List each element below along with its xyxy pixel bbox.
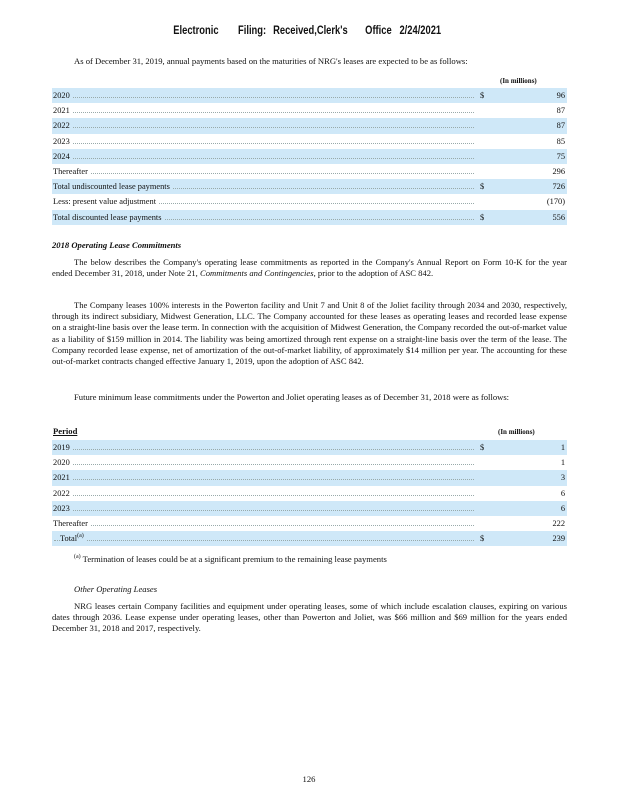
- dot-leader: [54, 540, 474, 541]
- table-row: [52, 134, 567, 149]
- footnote-text: Termination of leases could be at a significant premium to the remaining lease payments: [82, 554, 387, 564]
- table2-unit-label: (In millions): [498, 428, 535, 436]
- row-value: 6: [560, 488, 565, 498]
- table2-period-header: Period: [53, 426, 78, 436]
- dot-leader: [54, 173, 474, 174]
- row-value: 556: [552, 212, 565, 222]
- currency-symbol: $: [480, 443, 485, 452]
- header-received: Received,Clerk's: [273, 23, 348, 37]
- row-label-text: Total undiscounted lease payments: [53, 182, 170, 192]
- row-value: 87: [556, 106, 565, 116]
- dot-leader: [54, 449, 474, 450]
- row-value: 96: [556, 91, 565, 100]
- dot-leader: [54, 495, 474, 496]
- currency-symbol: $: [480, 212, 485, 222]
- table-row: [52, 149, 567, 164]
- table-row: [52, 210, 567, 225]
- row-label-text: 2019: [53, 443, 70, 452]
- dot-leader: [54, 525, 474, 526]
- commitments-paragraph-3: Future minimum lease commitments under the Powerton and Joliet operating leases as of December 31, 2018 were as follows:: [74, 392, 510, 402]
- page-number: 126: [302, 774, 316, 784]
- row-label: [53, 149, 72, 164]
- row-label-text: 2021: [53, 106, 70, 116]
- section-heading-other: Other Operating Leases: [74, 584, 158, 594]
- row-value: 222: [552, 518, 565, 528]
- row-value: (170): [546, 197, 565, 207]
- dot-leader: [54, 112, 474, 113]
- section-heading-2018: 2018 Operating Lease Commitments: [52, 240, 182, 250]
- currency-symbol: $: [480, 534, 485, 544]
- para1-text: The below describes the Company's operating lease commitments as reported in the Company's Annual Report on Form 10-K for the year ended December 31, 2018, under Note 21,: [52, 257, 567, 279]
- row-value: 6: [560, 503, 565, 513]
- row-label-text: 2023: [53, 136, 70, 146]
- dot-leader: [54, 464, 474, 465]
- row-value: 239: [552, 534, 565, 544]
- row-label: [53, 88, 72, 103]
- dot-leader: [54, 143, 474, 144]
- row-value: 726: [552, 182, 565, 192]
- para1-italic-text: Commitments and Contingencies: [199, 268, 314, 279]
- row-value: 1: [560, 443, 565, 452]
- table-row: [52, 103, 567, 118]
- table-row: [52, 88, 567, 103]
- header-office: Office: [365, 23, 392, 37]
- commitments-paragraph-2: The Company leases 100% interests in the Powerton facility and Unit 7 and Unit 8 of the Joliet facility through 2034 and 2030, respectively, through its indirect subsidiary, Midwest Generation, LLC. The Company accounted for these leases as operating leases and recorded lease expense on a straight-line basis over the lease term. In connection with the acquisition of Midwest Generation, the Company recorded the out-of-market value as a liability of $159 million in 2014. The liability was being amortized through rent expense on a straight-line basis over the term of the lease. The Company recorded lease expense, net of amortization of the out-of-market liability, of approximately $14 million per year. The accounting for these out-of-market contracts changed effective January 1, 2019, upon the adoption of ASC 842.: [52, 300, 567, 367]
- row-value: 75: [556, 151, 565, 161]
- header-date: 2/24/2021: [399, 23, 442, 37]
- row-label-text: Thereafter: [53, 518, 88, 528]
- row-label: [53, 440, 72, 455]
- row-label: [53, 134, 72, 149]
- row-label-text: Total: [60, 534, 78, 544]
- header-electronic: Electronic: [173, 23, 219, 37]
- lease-commitments-table: [52, 440, 567, 546]
- other-leases-paragraph: NRG leases certain Company facilities and equipment under operating leases, some of which include escalation clauses, expiring on various dates through 2036. Lease expense under operating leases, other than Powerton and Joliet, was $66 million and $69 million for the years ended December 31, 2018 and 2017, respectively.: [52, 601, 567, 634]
- row-label: [53, 486, 72, 501]
- row-label-text: 2024: [53, 151, 70, 161]
- table-row: [52, 194, 567, 209]
- row-label-text: Total discounted lease payments: [53, 212, 162, 222]
- table-row: [52, 470, 567, 485]
- row-label: [53, 194, 158, 209]
- currency-symbol: $: [480, 91, 485, 100]
- header-filing: Filing:: [238, 23, 267, 37]
- table-row: [52, 164, 567, 179]
- row-label: [53, 118, 72, 133]
- table1-unit-label: (In millions): [500, 77, 537, 85]
- table-row: [52, 179, 567, 194]
- dot-leader: [54, 510, 474, 511]
- commitments-paragraph-1: [52, 257, 567, 279]
- row-label: [53, 164, 90, 179]
- row-label: [53, 103, 72, 118]
- row-label: [53, 455, 72, 470]
- row-label: [53, 179, 172, 194]
- dot-leader: [54, 127, 474, 128]
- row-value: 296: [552, 166, 565, 176]
- row-label-text: 2020: [53, 91, 70, 100]
- row-label-text: 2020: [53, 458, 70, 468]
- footnote-ref: (a): [77, 533, 84, 540]
- row-label: [53, 470, 72, 485]
- dot-leader: [54, 158, 474, 159]
- currency-symbol: $: [480, 182, 485, 192]
- table-row: [52, 118, 567, 133]
- dot-leader: [54, 97, 474, 98]
- row-label-text: 2022: [53, 121, 70, 131]
- row-value: 85: [556, 136, 565, 146]
- lease-maturities-table: [52, 88, 567, 225]
- row-label-text: Thereafter: [53, 166, 88, 176]
- table-row: [52, 501, 567, 516]
- para1-text-end: , prior to the adoption of ASC 842.: [313, 268, 434, 279]
- row-label: [60, 531, 86, 546]
- row-label: [53, 516, 90, 531]
- row-label-text: Less: present value adjustment: [53, 197, 157, 207]
- table-row: [52, 440, 567, 455]
- footnote-mark: (a): [74, 554, 81, 561]
- table-row: [52, 486, 567, 501]
- row-label-text: 2021: [53, 473, 70, 483]
- table-row: [52, 531, 567, 546]
- filing-header: [68, 23, 550, 37]
- table-row: [52, 516, 567, 531]
- row-value: 3: [560, 473, 565, 483]
- row-label-text: 2023: [53, 503, 70, 513]
- dot-leader: [54, 479, 474, 480]
- row-value: 87: [556, 121, 565, 131]
- table-row: [52, 455, 567, 470]
- intro-paragraph: As of December 31, 2019, annual payments based on the maturities of NRG's leases are expected to be as follows:: [74, 56, 468, 66]
- row-label: [53, 210, 164, 225]
- footnote: [74, 554, 387, 564]
- row-label-text: 2022: [53, 488, 70, 498]
- row-value: 1: [560, 458, 565, 468]
- row-label: [53, 501, 72, 516]
